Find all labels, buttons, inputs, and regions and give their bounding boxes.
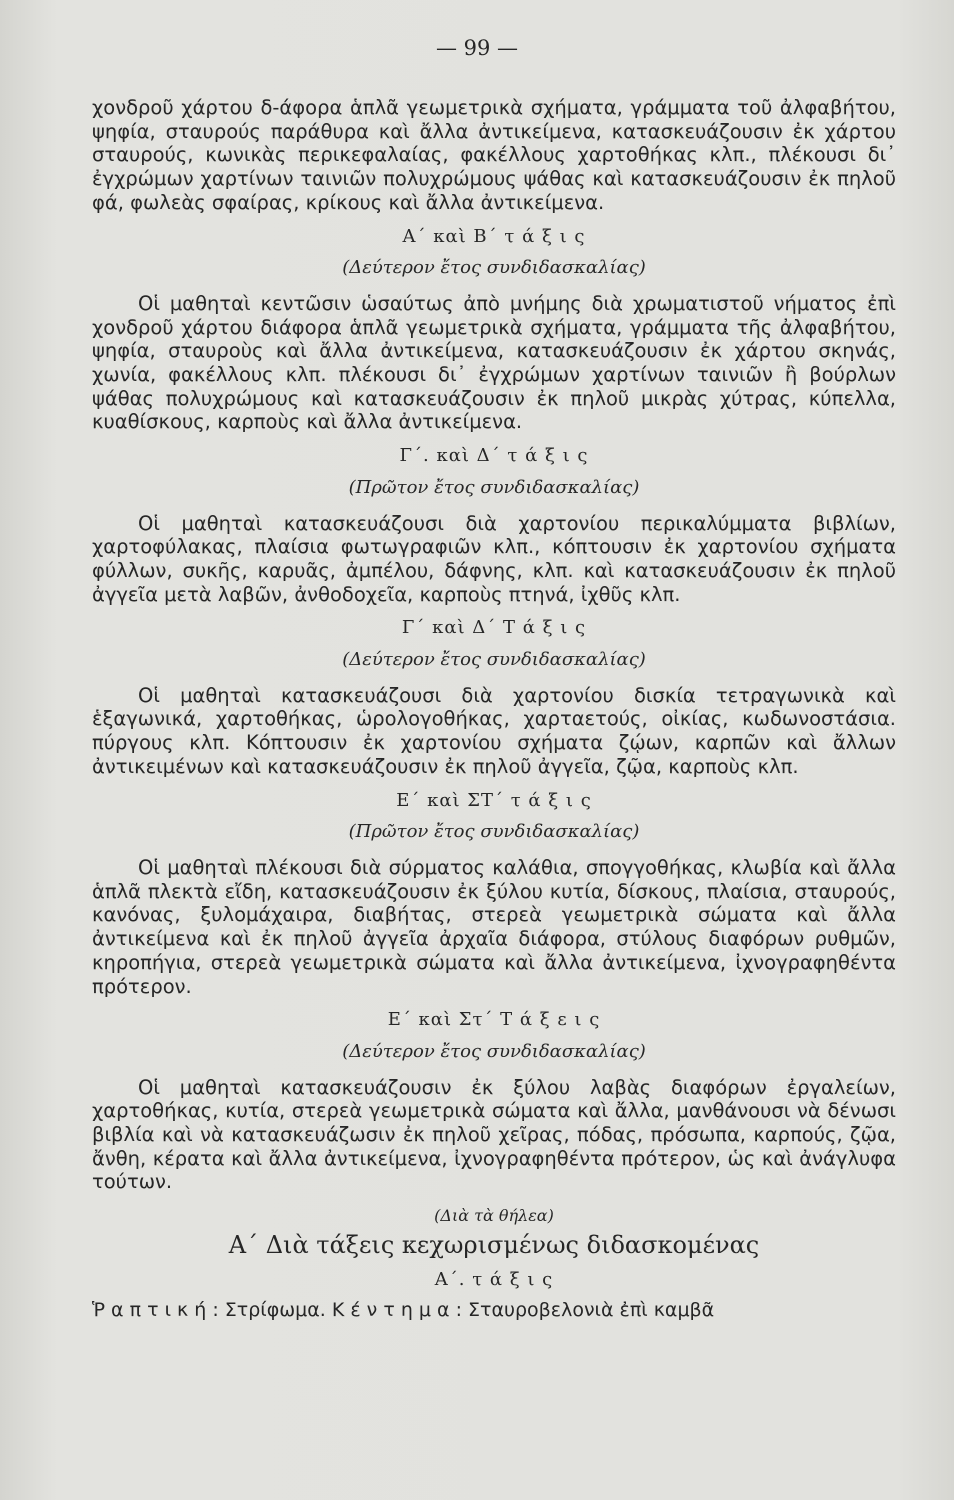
section-paragraph: Οἱ μαθηταὶ πλέκουσι διὰ σύρματος καλάθια, σπογγοθήκας, κλωβία καὶ ἄλλα ἁπλᾶ πλεκτὰ εἴδη, κατασκευάζουσιν ἐκ ξύλου κυτία, δίσκους, πλαίσια, σταυρούς, κανόνας, ξυλομάχαιρα, διαβήτας, στερεὰ γεωμετρικὰ σώματα καὶ ἄλλα ἀντικείμενα καὶ ἐκ πηλοῦ ἀγγεῖα ἀρχαῖα διάφορα, στύλους διαφόρων ρυθμῶν, κηροπήγια, στερεὰ γεωμετρικὰ σώματα καὶ ἄλλα ἀντικείμενα, ἰχνογραφηθέντα πρότερον. xyxy=(92,855,896,998)
class-heading: Α΄. τ ά ξ ι ς xyxy=(434,1268,554,1290)
section-paragraph: Οἱ μαθηταὶ κεντῶσιν ὡσαύτως ἀπὸ μνήμης διὰ χρωματιστοῦ νήματος ἐπὶ χονδροῦ χάρτου διάφορα ἁπλᾶ γεωμετρικὰ σχήματα, γράμματα τῆς ἀλφαβήτου, ψηφία, σταυροὺς καὶ ἄλλα ἀντικείμενα, κατασκευάζουσιν ἐκ χάρτου σκηνάς, χωνία, φακέλλους κλπ. πλέκουσι δι᾽ ἐγχρώμων χαρτίνων ταινιῶν ἢ βούρλων ψάθας πολυχρώμους καὶ κατασκευάζουσιν ἐκ πηλοῦ μικρὰς χύτρας, κύπελλα, κυαθίσκους, καρποὺς καὶ ἄλλα ἀντικείμενα. xyxy=(92,291,896,434)
section-e-f-first xyxy=(92,789,896,999)
section-heading: Ε΄ καὶ ΣΤ΄ τ ά ξ ι ς xyxy=(396,789,592,811)
section-heading: Α΄ καὶ Β΄ τ ά ξ ι ς xyxy=(402,225,586,247)
section-paragraph: Οἱ μαθηταὶ κατασκευάζουσι διὰ χαρτονίου περικαλύμματα βιβλίων, χαρτοφύλακας, πλαίσια φωτωγραφιῶν κλπ., κόπτουσιν ἐκ χαρτονίου σχήματα φύλλων, συκῆς, καρυᾶς, ἀμπέλου, δάφνης, κλπ. καὶ κατασκευάζουσιν ἐκ πηλοῦ ἀγγεῖα μετὰ λαβῶν, ἀνθοδοχεῖα, καρποὺς πτηνά, ἰχθῦς κλπ. xyxy=(92,511,896,606)
section-paragraph: Οἱ μαθηταὶ κατασκευάζουσι διὰ χαρτονίου δισκία τετραγωνικὰ καὶ ἑξαγωνικά, χαρτοθήκας, ὡρολογοθήκας, χαρταετούς, οἰκίας, κωδωνοστάσια. πύργους κλπ. Κόπτουσιν ἐκ χαρτονίου σχήματα ζῴων, καρπῶν καὶ ἄλλων ἀντικειμένων καὶ κατασκευάζουσιν ἐκ πηλοῦ ἀγγεῖα, ζῷα, καρποὺς κλπ. xyxy=(92,683,896,778)
section-heading: Γ΄. καὶ Δ΄ τ ά ξ ι ς xyxy=(399,445,589,467)
section-c-d-second xyxy=(92,616,896,778)
section-a-b xyxy=(92,225,896,435)
section-subheading: (Δεύτερον ἔτος συνδιδασκαλίας) xyxy=(342,649,646,671)
section-subheading: (Πρῶτον ἔτος συνδιδασκαλίας) xyxy=(348,476,640,498)
section-subheading: (Δεύτερον ἔτος συνδιδασκαλίας) xyxy=(342,1040,646,1062)
main-title: Α΄ Διὰ τάξεις κεχωρισμένως διδασκομένας xyxy=(228,1230,760,1259)
girls-label: (Διὰ τὰ θήλεα) xyxy=(434,1206,554,1226)
section-heading: Γ΄ καὶ Δ΄ Τ ά ξ ι ς xyxy=(401,617,587,639)
last-line: Ῥ α π τ ι κ ή : Στρίφωμα. Κ έ ν τ η μ α : Σταυροβελονιὰ ἐπὶ καμβᾶ xyxy=(92,1299,715,1322)
intro-paragraph: χονδροῦ χάρτου δ-άφορα ἁπλᾶ γεωμετρικὰ σχήματα, γράμματα τοῦ ἀλφαβήτου, ψηφία, σταυρούς παράθυρα καὶ ἄλλα ἀντικείμενα, κατασκευάζουσιν ἐκ χάρτου σταυρούς, κωνικὰς περικεφαλαίας, φακέλλους χαρτοθήκας κλπ., πλέκουσι δι᾽ ἐγχρώμων χαρτίνων ταινιῶν πολυχρώμους ψάθας καὶ κατασκευάζουσιν ἐκ πηλοῦ φά, φωλεὰς σφαίρας, κρίκους καὶ ἄλλα ἀντικείμενα. xyxy=(92,96,896,214)
section-paragraph: Οἱ μαθηταὶ κατασκευάζουσιν ἐκ ξύλου λαβὰς διαφόρων ἐργαλείων, χαρτοθήκας, κυτία, στερεὰ γεωμετρικὰ σώματα καὶ ἄλλα, μανθάνουσι νὰ δένωσι βιβλία καὶ νὰ κατασκευάζωσιν ἐκ πηλοῦ χεῖρας, πόδας, πρόσωπα, καρπούς, ζῷα, ἄνθη, κέρατα καὶ ἄλλα ἀντικείμενα, ἰχνογραφηθέντα πρότερον, ὡς καὶ ἀνάγλυφα τούτων. xyxy=(92,1075,896,1194)
section-subheading: (Πρῶτον ἔτος συνδιδασκαλίας) xyxy=(348,821,640,843)
section-subheading: (Δεύτερον ἔτος συνδιδασκαλίας) xyxy=(342,257,646,279)
section-heading: Ε΄ καὶ Στ΄ Τ ά ξ ε ι ς xyxy=(387,1009,601,1031)
page-number: — 99 — xyxy=(435,36,519,60)
body-text xyxy=(92,96,896,1323)
section-e-f-second xyxy=(92,1008,896,1194)
section-c-d-first xyxy=(92,444,896,606)
